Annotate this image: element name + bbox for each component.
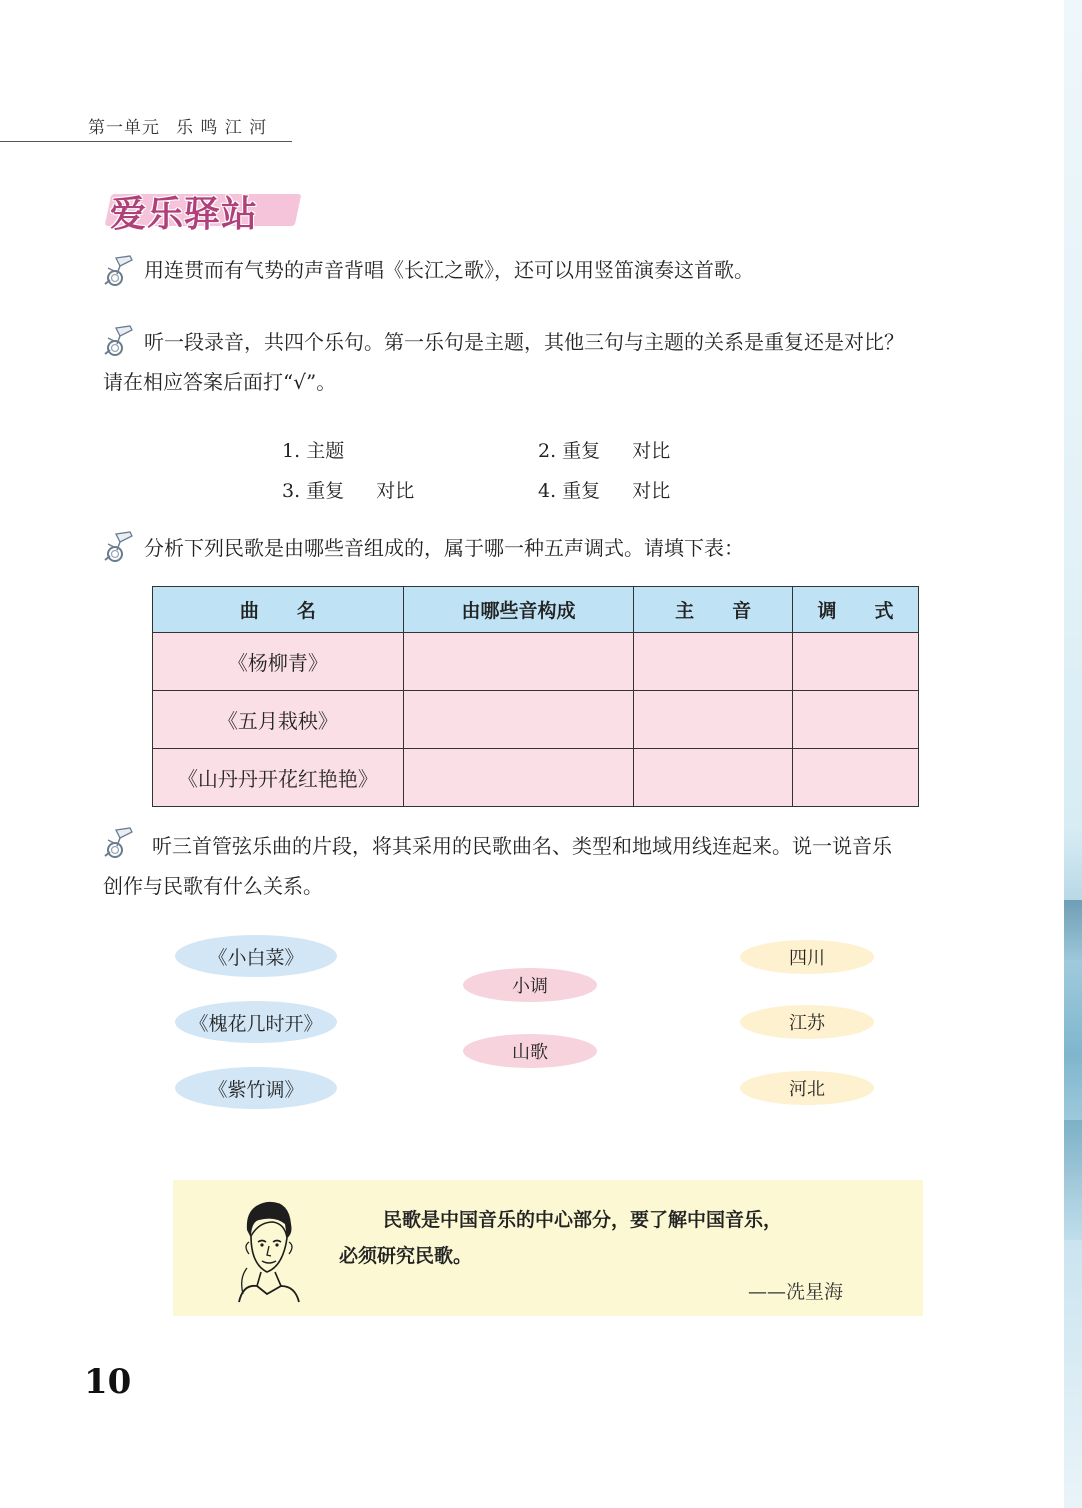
tonic-cell[interactable]: [634, 633, 793, 691]
page-number: 10: [84, 1362, 132, 1402]
tonic-cell[interactable]: [634, 749, 793, 807]
answer-option: 重复: [562, 440, 601, 462]
header-mode: 调 式: [793, 587, 919, 633]
section-title: 爱乐驿站: [110, 194, 259, 235]
answer-item-4: [538, 476, 670, 503]
answer-item-2: [538, 436, 670, 463]
answer-item-3: [282, 476, 414, 503]
type-oval[interactable]: 小调: [463, 968, 597, 1002]
notes-cell[interactable]: [403, 691, 634, 749]
activity-4-line1: 听三首管弦乐曲的片段，将其采用的民歌曲名、类型和地域用线连起来。说一说音乐: [152, 834, 892, 858]
answer-option: 对比: [632, 440, 671, 462]
answer-option: 主题: [306, 440, 345, 462]
header-notes: 由哪些音构成: [403, 587, 634, 633]
mode-cell[interactable]: [793, 749, 919, 807]
song-oval[interactable]: 《槐花几时开》: [175, 1001, 337, 1043]
unit-header: [88, 113, 267, 138]
table-header-row: [153, 587, 919, 633]
horn-icon: [102, 254, 136, 288]
activity-2-line2: 请在相应答案后面打“√”。: [103, 370, 337, 394]
quote-box: [173, 1180, 923, 1316]
answer-number: 3.: [282, 480, 301, 502]
quote-line-1: 民歌是中国音乐的中心部分，要了解中国音乐，: [383, 1209, 783, 1231]
answer-number: 2.: [538, 440, 557, 462]
mode-cell[interactable]: [793, 633, 919, 691]
activity-3-text: 分析下列民歌是由哪些音组成的，属于哪一种五声调式。请填下表：: [144, 536, 744, 560]
section-title-badge: [104, 186, 300, 235]
table-row: [153, 691, 919, 749]
answer-option: 重复: [562, 480, 601, 502]
header-rule: [0, 141, 292, 142]
song-name-cell: 《五月栽秧》: [153, 691, 404, 749]
region-oval[interactable]: 江苏: [740, 1005, 874, 1039]
side-decoration-strip: [1064, 0, 1082, 1508]
quote-line-2: 必须研究民歌。: [339, 1245, 473, 1267]
quote-text: [339, 1202, 879, 1274]
answer-number: 1.: [282, 440, 301, 462]
region-oval[interactable]: 河北: [740, 1071, 874, 1105]
header-tonic: 主 音: [634, 587, 793, 633]
notes-cell[interactable]: [403, 633, 634, 691]
activity-4-line2: 创作与民歌有什么关系。: [103, 874, 323, 898]
activity-1-text: 用连贯而有气势的声音背唱《长江之歌》，还可以用竖笛演奏这首歌。: [144, 258, 754, 282]
answer-number: 4.: [538, 480, 557, 502]
answer-item-1: [282, 436, 344, 463]
song-name-cell: 《杨柳青》: [153, 633, 404, 691]
unit-title: 乐 鸣 江 河: [176, 118, 268, 138]
region-oval[interactable]: 四川: [740, 940, 874, 974]
answer-option: 重复: [306, 480, 345, 502]
song-oval[interactable]: 《紫竹调》: [175, 1067, 337, 1109]
horn-icon: [102, 530, 136, 564]
header-song-name: 曲 名: [153, 587, 404, 633]
activity-2-line1: 听一段录音，共四个乐句。第一乐句是主题，其他三句与主题的关系是重复还是对比？: [144, 330, 904, 354]
tonic-cell[interactable]: [634, 691, 793, 749]
portrait-drawing: [233, 1194, 303, 1304]
type-oval[interactable]: 山歌: [463, 1034, 597, 1068]
quote-author: ——冼星海: [748, 1281, 844, 1303]
song-name-cell: 《山丹丹开花红艳艳》: [153, 749, 404, 807]
answer-option: 对比: [632, 480, 671, 502]
notes-cell[interactable]: [403, 749, 634, 807]
unit-label: 第一单元: [88, 118, 160, 138]
song-analysis-table: [152, 586, 919, 807]
mode-cell[interactable]: [793, 691, 919, 749]
answer-option: 对比: [376, 480, 415, 502]
horn-icon: [102, 324, 136, 358]
horn-icon: [102, 826, 136, 860]
song-oval[interactable]: 《小白菜》: [175, 935, 337, 977]
table-row: [153, 633, 919, 691]
table-row: [153, 749, 919, 807]
